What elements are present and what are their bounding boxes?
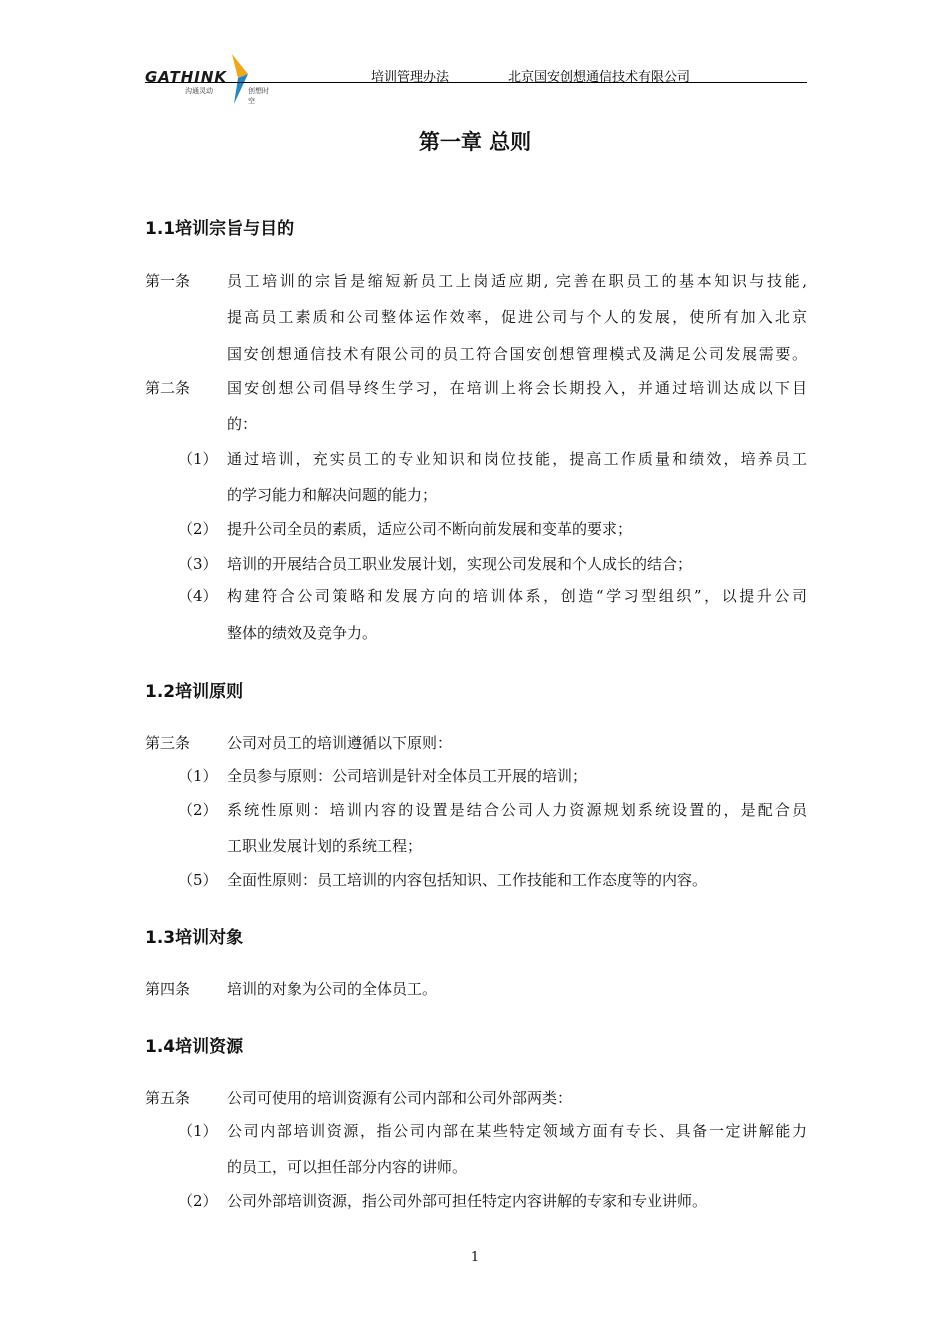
header-rule <box>145 82 807 83</box>
paragraph-line: 提升公司全员的素质，适应公司不断向前发展和变革的要求； <box>227 520 633 538</box>
list-item <box>0 758 950 794</box>
paragraph-line: 工职业发展计划的系统工程； <box>227 837 423 855</box>
list-item <box>0 792 950 828</box>
paragraph-line: 公司可使用的培训资源有公司内部和公司外部两类： <box>227 1089 573 1107</box>
paragraph-line: 全员参与原则：公司培训是针对全体员工开展的培训； <box>227 767 588 785</box>
item-number: （1） <box>178 767 218 785</box>
paragraph-line: 培训的开展结合员工职业发展计划，实现公司发展和个人成长的结合； <box>227 555 693 573</box>
article-label: 第四条 <box>145 980 191 998</box>
paragraph-line: 的： <box>227 415 258 433</box>
article-line <box>0 336 950 372</box>
list-item <box>0 1149 950 1185</box>
paragraph-line: 培训的对象为公司的全体员工。 <box>227 980 438 998</box>
item-number: （2） <box>178 801 218 819</box>
article-label: 第一条 <box>145 272 191 290</box>
paragraph-line: 全面性原则：员工培训的内容包括知识、工作技能和工作态度等的内容。 <box>227 871 708 889</box>
logo-slogan-right: 创想时空 <box>248 87 269 105</box>
item-number: （2） <box>178 520 218 538</box>
header-doc-title: 培训管理办法 <box>371 70 450 85</box>
paragraph-line: 公司对员工的培训遵循以下原则： <box>227 734 453 752</box>
list-item <box>0 828 950 864</box>
article-line <box>0 406 950 442</box>
chapter-title: 第一章 总则 <box>418 130 532 154</box>
article-line <box>0 725 950 761</box>
paragraph-line: 提高员工素质和公司整体运作效率，促进公司与个人的发展，使所有加入北京 <box>227 308 807 326</box>
section-heading: 1.3培训对象 <box>145 928 244 948</box>
item-number: （5） <box>178 871 218 889</box>
item-number: （4） <box>178 587 218 605</box>
section-heading: 1.2培训原则 <box>145 682 244 702</box>
item-number: （2） <box>178 1192 218 1210</box>
paragraph-line: 的员工，可以担任部分内容的讲师。 <box>227 1158 468 1176</box>
article-line <box>0 971 950 1007</box>
paragraph-line: 的学习能力和解决问题的能力； <box>227 486 438 504</box>
article-line <box>0 263 950 299</box>
page-number: 1 <box>470 1250 480 1265</box>
article-line <box>0 299 950 335</box>
article-label: 第三条 <box>145 734 191 752</box>
paragraph-line: 员工培训的宗旨是缩短新员工上岗适应期, 完善在职员工的基本知识与技能, <box>227 272 807 290</box>
list-item <box>0 1183 950 1219</box>
paragraph-line: 构建符合公司策略和发展方向的培训体系，创造“学习型组织”，以提升公司 <box>227 587 807 605</box>
article-label: 第五条 <box>145 1089 191 1107</box>
paragraph-line: 整体的绩效及竞争力。 <box>227 624 378 642</box>
list-item <box>0 477 950 513</box>
header-company: 北京国安创想通信技术有限公司 <box>508 70 691 85</box>
section-heading: 1.1培训宗旨与目的 <box>145 219 295 239</box>
paragraph-line: 通过培训，充实员工的专业知识和岗位技能，提高工作质量和绩效，培养员工 <box>227 450 807 468</box>
paragraph-line: 公司内部培训资源，指公司内部在某些特定领域方面有专长、具备一定讲解能力 <box>227 1122 807 1140</box>
section-heading: 1.4培训资源 <box>145 1037 244 1057</box>
item-number: （3） <box>178 555 218 573</box>
paragraph-line: 国安创想公司倡导终生学习，在培训上将会长期投入，并通过培训达成以下目 <box>227 379 807 397</box>
company-logo <box>145 54 275 106</box>
logo-wordmark: GATHINK <box>145 68 228 86</box>
paragraph-line: 国安创想通信技术有限公司的员工符合国安创想管理模式及满足公司发展需要。 <box>227 345 807 363</box>
list-item <box>0 441 950 477</box>
logo-slogan-left: 沟通灵动 <box>185 87 213 95</box>
list-item <box>0 615 950 651</box>
paragraph-line: 公司外部培训资源，指公司外部可担任特定内容讲解的专家和专业讲师。 <box>227 1192 708 1210</box>
article-line <box>0 1080 950 1116</box>
list-item <box>0 1113 950 1149</box>
article-label: 第二条 <box>145 379 191 397</box>
article-line <box>0 370 950 406</box>
paragraph-line: 系统性原则：培训内容的设置是结合公司人力资源规划系统设置的，是配合员 <box>227 801 807 819</box>
list-item <box>0 578 950 614</box>
item-number: （1） <box>178 1122 218 1140</box>
list-item <box>0 546 950 582</box>
list-item <box>0 862 950 898</box>
item-number: （1） <box>178 450 218 468</box>
list-item <box>0 511 950 547</box>
